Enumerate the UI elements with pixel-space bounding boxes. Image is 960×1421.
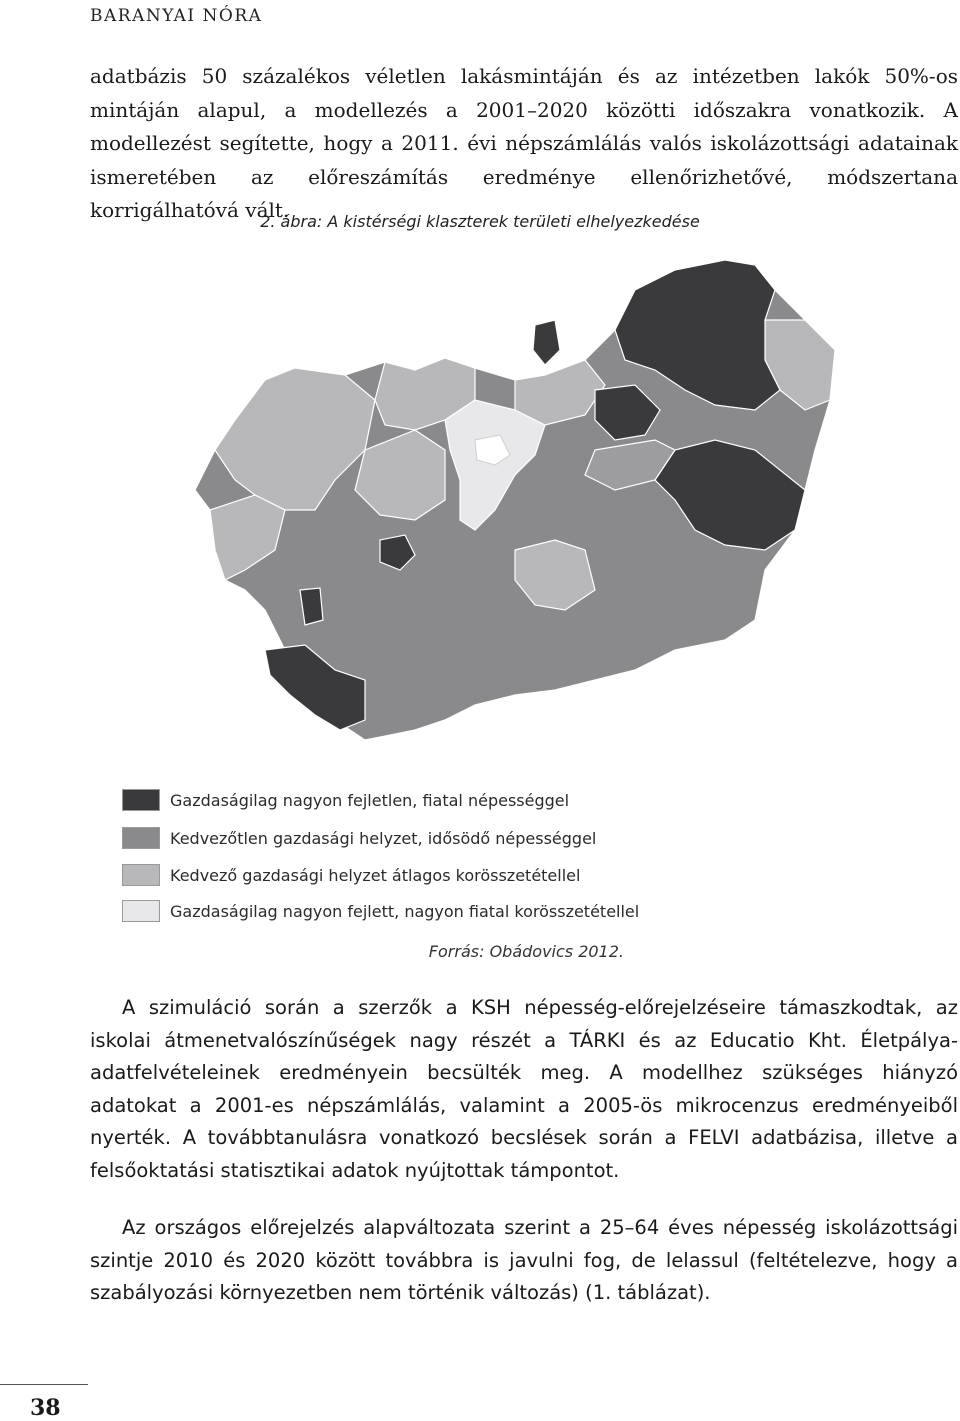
legend-label: Kedvező gazdasági helyzet átlagos korösszetétellel (170, 865, 581, 885)
map-region-north-small-dark (533, 320, 560, 365)
body-paragraph-1: A szimuláció során a szerzők a KSH népesség-előrejelzéseire támaszkodtak, az iskolai átmenetvalószínűségek nagy részét a TÁRKI és az Educatio Kht. Életpálya-adatfelvételeinek eredményein becsülték meg. A modellhez szükséges hiányzó adatokat a 2001-es népszámlálás, valamint a 2005-ös mikrocenzus eredményeiből nyerték. A továbbtanulásra vonatkozó becslések során a FELVI adatbázisa, illetve a felsőoktatási statisztikai adatok nyújtottak támpontot. (90, 996, 958, 1182)
intro-paragraph: adatbázis 50 százalékos véletlen lakásmintáján és az intézetben lakók 50%-os mintáján alapul, a modellezés a 2001–2020 közötti időszakra vonatkozik. A modellezést segítette, hogy a 2011. évi népszámlálás valós iskolázottsági adatainak ismeretében az előreszámítás eredménye ellenőrizhetővé, módszertana korrigálhatóvá vált. (90, 64, 958, 222)
body-paragraph-2: Az országos előrejelzés alapváltozata szerint a 25–64 éves népesség iskolázottsági szintje 2010 és 2020 között továbbra is javulni fog, de lelassul (feltételezve, hogy a szabályozási környezetben nem történik változás) (1. táblázat). (90, 1216, 958, 1304)
legend-item-very-underdeveloped (122, 785, 569, 815)
footer-rule (0, 1384, 88, 1385)
legend-item-unfavourable (122, 823, 596, 853)
legend-swatch-light (122, 864, 160, 886)
legend-label: Gazdaságilag nagyon fejlett, nagyon fiatal korösszetétellel (170, 901, 640, 921)
page-number: 38 (30, 1395, 61, 1421)
legend-item-favourable (122, 860, 580, 890)
legend-swatch-medium (122, 827, 160, 849)
legend-label: Kedvezőtlen gazdasági helyzet, idősödő népességgel (170, 828, 597, 848)
legend-swatch-dark (122, 789, 160, 811)
legend-label: Gazdaságilag nagyon fejletlen, fiatal népességgel (170, 790, 570, 810)
figure-caption: 2. ábra: A kistérségi klaszterek területi elhelyezkedése (260, 212, 700, 231)
legend-swatch-lightest (122, 900, 160, 922)
figure-source: Forrás: Obádovics 2012. (428, 942, 624, 961)
running-head-author: BARANYAI NÓRA (90, 6, 263, 26)
legend-item-very-developed (122, 896, 639, 926)
cluster-map (115, 250, 875, 760)
hungary-map-graphic (115, 250, 875, 760)
